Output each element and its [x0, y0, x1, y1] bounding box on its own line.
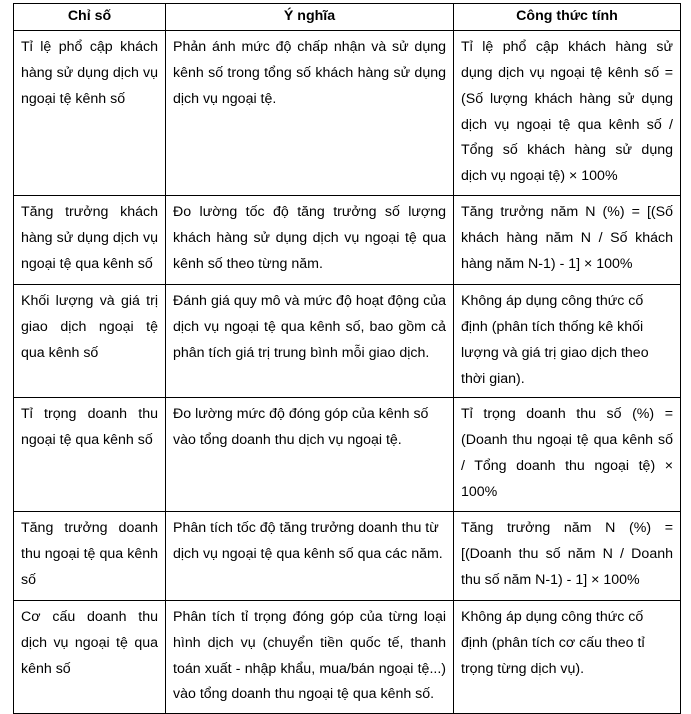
table-row	[14, 600, 681, 713]
cell-meaning: Đo lường mức độ đóng góp của kênh số vào tổng doanh thu dịch vụ ngoại tệ.	[166, 398, 454, 511]
cell-formula: Tỉ lệ phổ cập khách hàng sử dụng dịch vụ ngoại tệ kênh số = (Số lượng khách hàng sử dụng dịch vụ ngoại tệ qua kênh số / Tổng số khách hàng sử dụng dịch vụ ngoại tệ) × 100%	[454, 31, 681, 196]
cell-formula: Tỉ trọng doanh thu số (%) = (Doanh thu ngoại tệ qua kênh số / Tổng doanh thu ngoại tệ) × 100%	[454, 398, 681, 511]
cell-meaning: Đo lường tốc độ tăng trưởng số lượng khách hàng sử dụng dịch vụ ngoại tệ qua kênh số theo từng năm.	[166, 196, 454, 285]
cell-indicator: Tăng trưởng doanh thu ngoại tệ qua kênh số	[14, 511, 166, 600]
cell-formula: Tăng trưởng năm N (%) = [(Doanh thu số năm N / Doanh thu số năm N-1) - 1] × 100%	[454, 511, 681, 600]
cell-indicator: Tỉ lệ phổ cập khách hàng sử dụng dịch vụ ngoại tệ kênh số	[14, 31, 166, 196]
table-row	[14, 511, 681, 600]
column-header-formula: Công thức tính	[454, 4, 681, 31]
cell-indicator: Khối lượng và giá trị giao dịch ngoại tệ qua kênh số	[14, 285, 166, 398]
cell-indicator: Tăng trưởng khách hàng sử dụng dịch vụ ngoại tệ qua kênh số	[14, 196, 166, 285]
table-header-row	[14, 4, 681, 31]
cell-meaning: Phân tích tốc độ tăng trưởng doanh thu từ dịch vụ ngoại tệ qua kênh số qua các năm.	[166, 511, 454, 600]
table-body	[14, 31, 681, 714]
table-header	[14, 4, 681, 31]
metrics-table	[13, 3, 681, 714]
cell-indicator: Cơ cấu doanh thu dịch vụ ngoại tệ qua kênh số	[14, 600, 166, 713]
table-row	[14, 285, 681, 398]
table-row	[14, 196, 681, 285]
cell-meaning: Phản ánh mức độ chấp nhận và sử dụng kênh số trong tổng số khách hàng sử dụng dịch vụ ngoại tệ.	[166, 31, 454, 196]
cell-formula: Không áp dụng công thức cố định (phân tích thống kê khối lượng và giá trị giao dịch theo thời gian).	[454, 285, 681, 398]
table-row	[14, 398, 681, 511]
cell-meaning: Phân tích tỉ trọng đóng góp của từng loại hình dịch vụ (chuyển tiền quốc tế, thanh toán xuất - nhập khẩu, mua/bán ngoại tệ...) vào tổng doanh thu ngoại tệ qua kênh số.	[166, 600, 454, 713]
cell-meaning: Đánh giá quy mô và mức độ hoạt động của dịch vụ ngoại tệ qua kênh số, bao gồm cả phân tích giá trị trung bình mỗi giao dịch.	[166, 285, 454, 398]
cell-formula: Không áp dụng công thức cố định (phân tích cơ cấu theo tỉ trọng từng dịch vụ).	[454, 600, 681, 713]
column-header-indicator: Chỉ số	[14, 4, 166, 31]
cell-formula: Tăng trưởng năm N (%) = [(Số khách hàng năm N / Số khách hàng năm N-1) - 1] × 100%	[454, 196, 681, 285]
table-row	[14, 31, 681, 196]
column-header-meaning: Ý nghĩa	[166, 4, 454, 31]
cell-indicator: Tỉ trọng doanh thu ngoại tệ qua kênh số	[14, 398, 166, 511]
